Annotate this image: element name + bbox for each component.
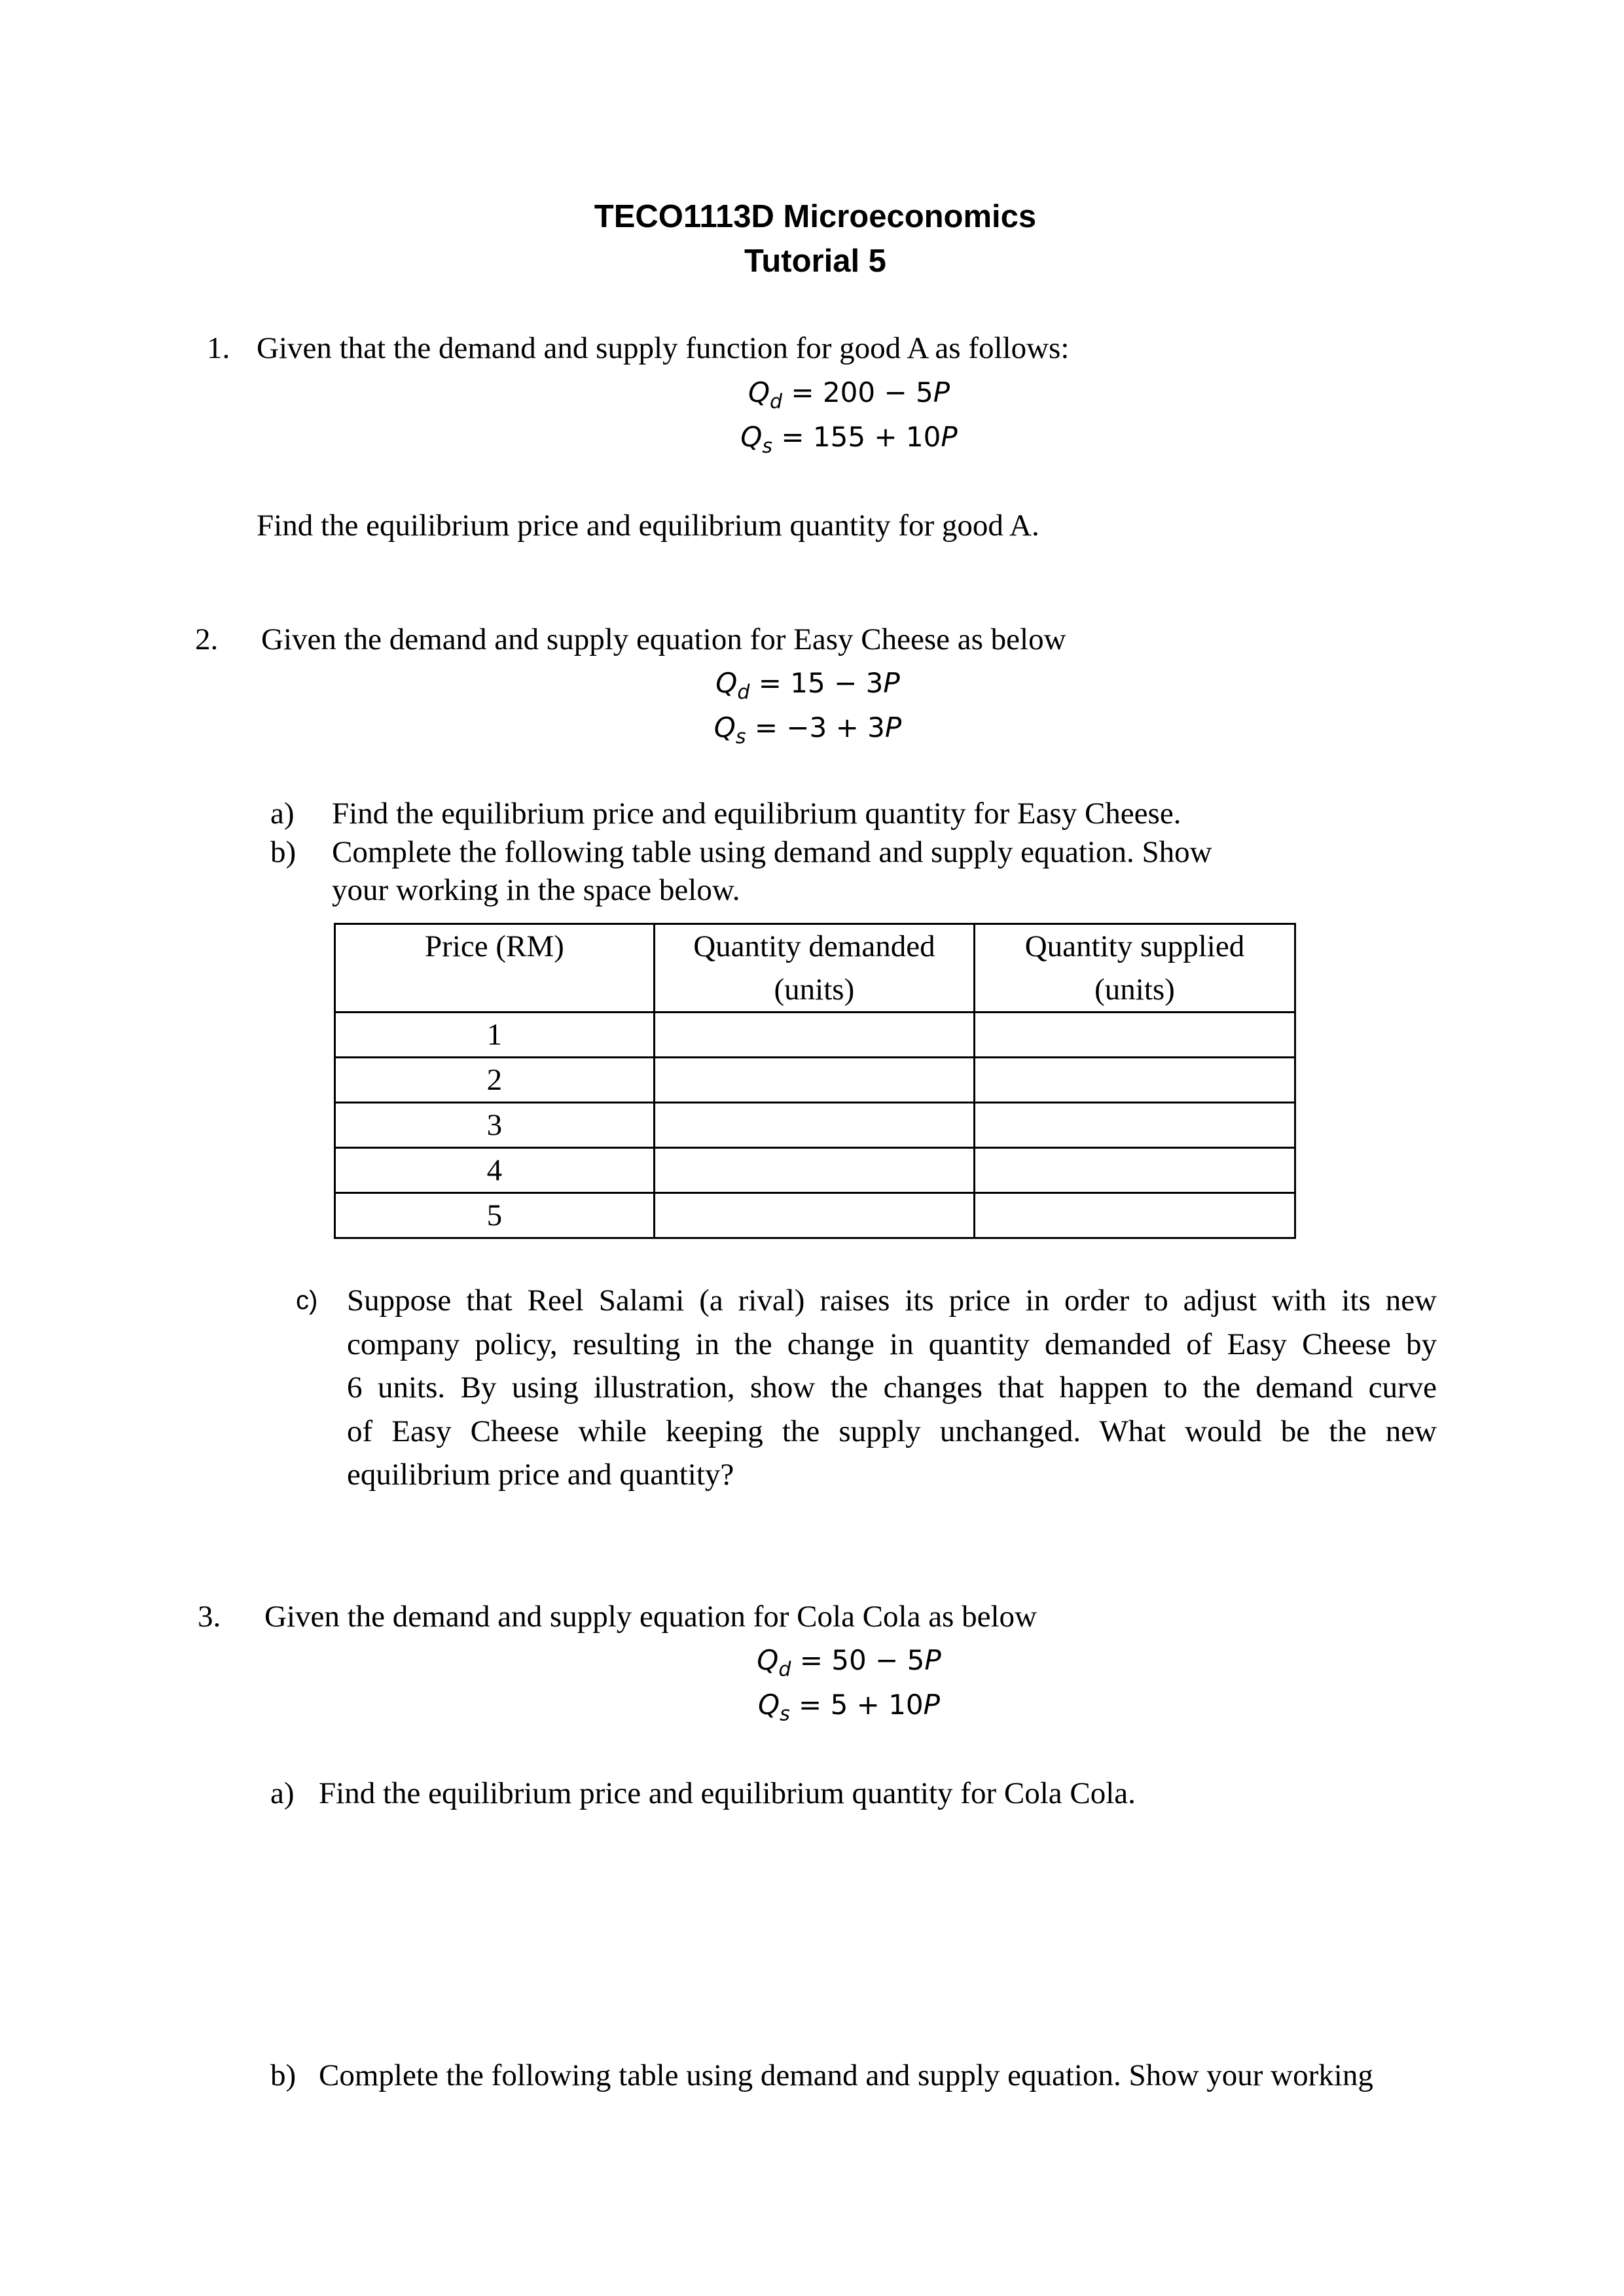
q3a-label: a) xyxy=(270,1776,295,1810)
q3-text: Given the demand and supply equation for Cola Cola as below xyxy=(264,1600,1037,1634)
q1-demand-equation xyxy=(587,373,1111,422)
q1-supply-equation xyxy=(587,418,1111,466)
q2b-text-line1: Complete the following table using demand and supply equation. Show xyxy=(332,835,1212,869)
q2b-label: b) xyxy=(270,835,297,869)
qd-cell[interactable] xyxy=(654,1193,974,1238)
q2c-line: equilibrium price and quantity? xyxy=(347,1458,734,1492)
q2-text: Given the demand and supply equation for Easy Cheese as below xyxy=(261,622,1066,656)
eq-variable: P xyxy=(941,421,958,453)
eq-body: = 155 + 10 xyxy=(772,421,941,453)
header-price xyxy=(335,924,655,1013)
eq-variable: P xyxy=(883,667,900,699)
eq-symbol: Q xyxy=(715,667,738,699)
q3-number: 3. xyxy=(198,1600,221,1634)
q3a-text: Find the equilibrium price and equilibrium quantity for Cola Cola. xyxy=(319,1776,1136,1810)
tutorial-title: Tutorial 5 xyxy=(744,243,886,279)
table-row xyxy=(335,1193,1295,1238)
price-quantity-table xyxy=(334,923,1296,1239)
eq-symbol: Q xyxy=(757,1644,779,1676)
eq-body: = 50 − 5 xyxy=(791,1644,925,1676)
eq-subscript: d xyxy=(737,681,750,704)
qs-cell[interactable] xyxy=(974,1148,1295,1193)
table-row xyxy=(335,1148,1295,1193)
header-label: Price (RM) xyxy=(425,929,564,963)
eq-variable: P xyxy=(923,1689,940,1721)
eq-subscript: s xyxy=(735,725,746,749)
q1-text: Given that the demand and supply function for good A as follows: xyxy=(257,331,1070,365)
q2-demand-equation xyxy=(546,664,1070,712)
header-quantity-demanded xyxy=(654,924,974,1013)
header-label: Quantity supplied xyxy=(1024,929,1245,963)
q1-task: Find the equilibrium price and equilibrium quantity for good A. xyxy=(257,509,1039,543)
q2b-text-line2: your working in the space below. xyxy=(332,873,740,907)
price-cell: 5 xyxy=(335,1193,655,1238)
price-cell: 3 xyxy=(335,1103,655,1148)
qd-cell[interactable] xyxy=(654,1148,974,1193)
eq-body: = 15 − 3 xyxy=(749,667,884,699)
eq-subscript: s xyxy=(762,435,772,458)
eq-symbol: Q xyxy=(748,376,770,408)
header-sublabel: (units) xyxy=(1094,973,1175,1007)
q2a-label: a) xyxy=(270,797,295,831)
eq-subscript: d xyxy=(778,1658,791,1681)
eq-body: = 5 + 10 xyxy=(789,1689,924,1721)
eq-symbol: Q xyxy=(713,711,736,744)
q2c-line: Suppose that Reel Salami (a rival) raises its price in order to adjust with its new xyxy=(347,1283,1437,1318)
qs-cell[interactable] xyxy=(974,1193,1295,1238)
qd-cell[interactable] xyxy=(654,1103,974,1148)
q2c-paragraph xyxy=(347,1279,1437,1497)
qd-cell[interactable] xyxy=(654,1013,974,1058)
q2-number: 2. xyxy=(195,622,219,656)
q3b-text: Complete the following table using demand and supply equation. Show your working xyxy=(319,2058,1373,2092)
eq-symbol: Q xyxy=(740,421,763,453)
price-cell: 1 xyxy=(335,1013,655,1058)
table-row xyxy=(335,1103,1295,1148)
q2c-line: of Easy Cheese while keeping the supply unchanged. What would be the new xyxy=(347,1414,1437,1448)
qs-cell[interactable] xyxy=(974,1058,1295,1103)
qs-cell[interactable] xyxy=(974,1103,1295,1148)
table-row xyxy=(335,1013,1295,1058)
eq-subscript: s xyxy=(780,1702,790,1726)
table-row xyxy=(335,1058,1295,1103)
qs-cell[interactable] xyxy=(974,1013,1295,1058)
eq-variable: P xyxy=(933,376,950,408)
header-label: Quantity demanded xyxy=(693,929,935,963)
q2c-label: c) xyxy=(296,1286,318,1315)
qd-cell[interactable] xyxy=(654,1058,974,1103)
q3-supply-equation xyxy=(587,1685,1111,1734)
q2c-line: 6 units. By using illustration, show the changes that happen to the demand curve xyxy=(347,1371,1437,1405)
q2c-line: company policy, resulting in the change in quantity demanded of Easy Cheese by xyxy=(347,1327,1437,1361)
header-sublabel: (units) xyxy=(774,973,855,1007)
eq-variable: P xyxy=(884,711,902,744)
eq-subscript: d xyxy=(770,390,783,414)
q3b-label: b) xyxy=(270,2058,297,2092)
q1-number: 1. xyxy=(207,331,230,365)
header-quantity-supplied xyxy=(974,924,1295,1013)
eq-symbol: Q xyxy=(758,1689,780,1721)
eq-body: = 200 − 5 xyxy=(782,376,933,408)
q3-demand-equation xyxy=(587,1641,1111,1689)
eq-variable: P xyxy=(924,1644,941,1676)
eq-body: = −3 + 3 xyxy=(746,711,885,744)
q2-supply-equation xyxy=(546,708,1070,757)
table-header-row xyxy=(335,924,1295,1013)
q2a-text: Find the equilibrium price and equilibrium quantity for Easy Cheese. xyxy=(332,797,1182,831)
price-cell: 4 xyxy=(335,1148,655,1193)
course-title: TECO1113D Microeconomics xyxy=(594,199,1037,234)
price-cell: 2 xyxy=(335,1058,655,1103)
